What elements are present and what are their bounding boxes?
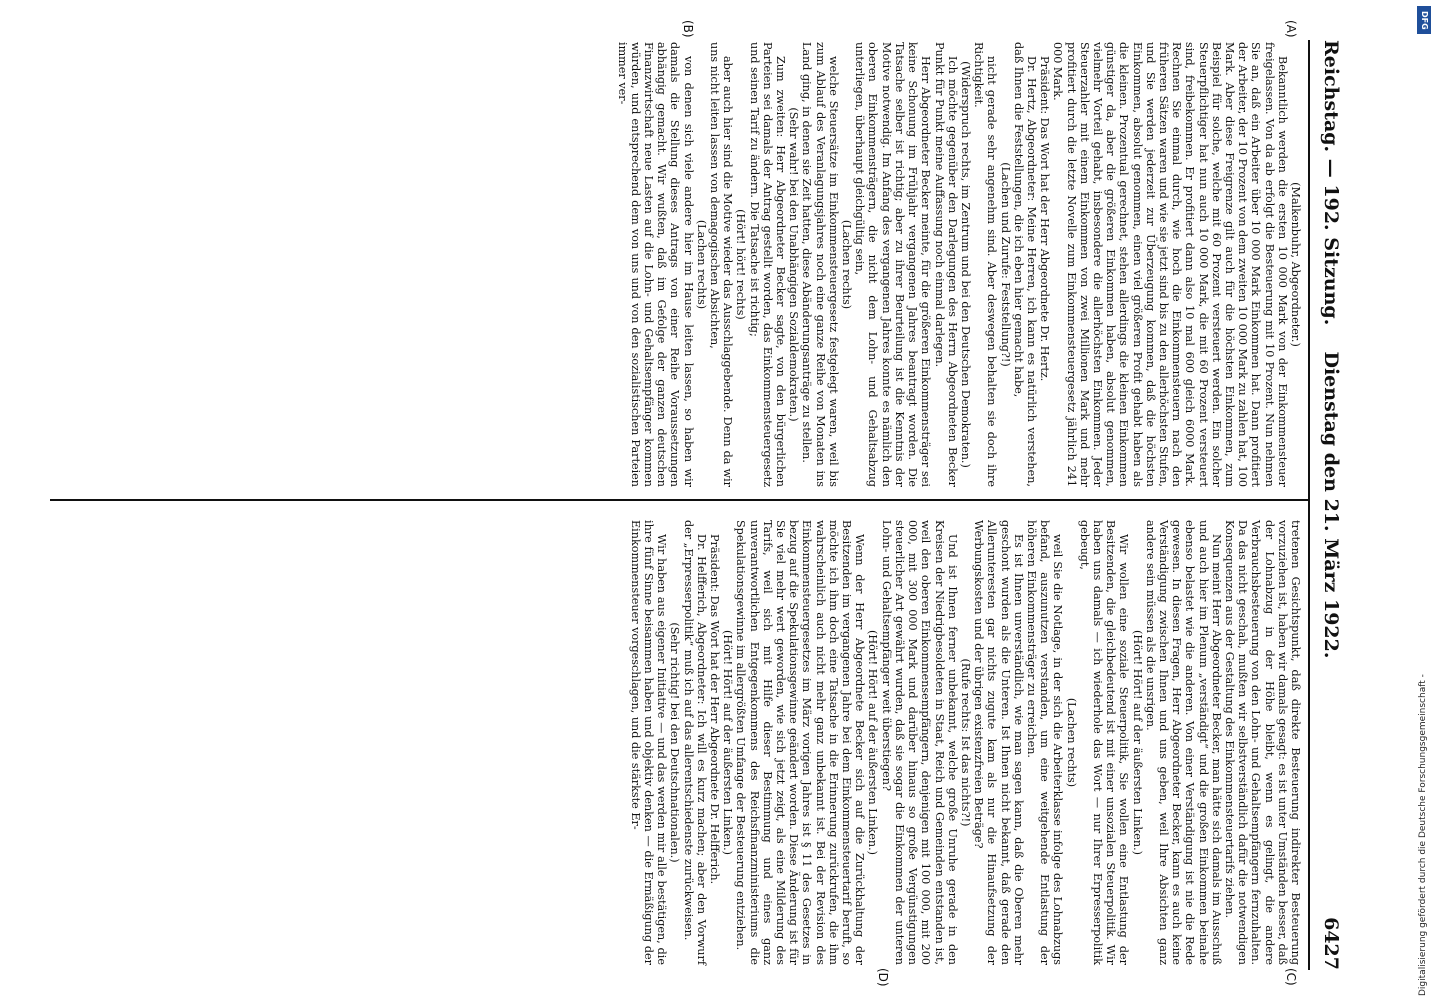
margin-marker-a: (A)	[1284, 20, 1298, 38]
interjection: (Hört! Hört! auf der äußersten Linken.)	[1130, 629, 1144, 856]
paragraph: Herr Abgeordneter Becker meinte, für die größeren Einkommensträger sei keine Schonung im Frühjahr vergangenen Jahres beantragt worden. Die Tatsache selber ist richtig; aber zu ihrer Beurteilung ist die Kenntnis der Motive notwendig. Im Anfang des vergangenen Jahres konnte es nämlich den oberen Einkommensträgern, die nicht dem Lohn- und Gehaltsabzug unterliegen, überhaupt gleichgültig sein,	[853, 42, 933, 487]
interjection: (Hört! hört! rechts)	[734, 209, 748, 320]
interjection: (Hört! Hört! auf der äußersten Linken.)	[866, 629, 880, 856]
header-rule	[1308, 40, 1310, 970]
right-column	[629, 520, 1302, 965]
interjection: (Widerspruch rechts, im Zentrum und bei den Deutschen Demokraten.)	[958, 61, 972, 468]
interjection: (Lachen rechts)	[694, 219, 708, 310]
column-divider	[50, 499, 1310, 501]
margin-marker-b: (B)	[681, 20, 695, 38]
paragraph: Wenn der Herr Abgeordnete Becker sich auf die Zurückhaltung der Besitzenden im vergangenen Jahre bei dem Einkommensteuertarif beruft, so möchte ich ihm doch eine Tatsache in die Erinnerung zurückrufen, die ihm wahrscheinlich auch nicht mehr ganz unbekannt ist. Bei der Revision des Einkommensteuergesetzes im März vorigen Jahres ist § 11 des Gesetzes in bezug auf die Spekulationsgewinne geändert worden. Diese Änderung ist für Sie viel mehr wert geworden, wie sich jetzt zeigt, als eine Milderung des Tarifs, weil sich mit Hilfe dieser Bestimmung und eines ganz unverantwortlichen Entgegenkommens des Reichsfinanzministeriums die Spekulationsgewinne im allergrößten Umfange der Besteuerung entziehen.	[734, 520, 867, 965]
margin-marker-d: (D)	[876, 968, 890, 987]
running-head-left: Reichstag. — 192. Sitzung.	[1320, 40, 1342, 326]
paragraph: Zum zweiten: Herr Abgeordneter Becker sagte, von den bürgerlichen Parteien sei damals der Antrag gestellt worden, das Einkommensteuergesetz und seinen Tarif zu ändern. Die Tatsache ist richtig;	[747, 42, 788, 487]
paragraph: Bekanntlich werden die ersten 10 000 Mark von der Einkommensteuer freigelassen. Von da ab erfolgt die Besteuerung mit 10 Prozent. Nun nehmen Sie an, daß ein Arbeiter über 10 000 Mark Einkommen hat. Dann profitiert der Arbeiter, der 10 Prozent von dem zweiten 10 000 Mark zu zahlen hat, 100 Mark. Aber diese Freigrenze gilt auch für die höchsten Einkommen, zum Beispiel für solche, welche mit 60 Prozent versteuert werden. Ein solcher Steuerpflichtiger hat nun auch 10 000 Mark, die mit 60 Prozent versteuert sind, freibekommen. Er profitiert dann also 10 mal 600 gleich 6000 Mark. Rechnen Sie einmal durch, wie hoch die Einkommensteuern nach den früheren Sätzen waren und wie sie jetzt sind bis zu den allerhöchsten Stufen, und Sie werden jederzeit zur Überzeugung kommen, daß die höchsten Einkommen, absolut genommen, einen viel größeren Profit gehabt haben als die kleinen. Prozentual gerechnet, stehen allerdings die kleinen Einkommen günstiger da, aber die größeren Einkommen haben, absolut genommen, vielmehr Vorteil gehabt, insbesondere die allerhöchsten Einkommen. Jeder Steuerzahler mit einem Einkommen von zwei Millionen Mark und mehr profitiert durch die letzte Novelle zum Einkommensteuergesetz jährlich 241 000 Mark.	[1051, 42, 1289, 487]
paragraph: Dr. Hertz, Abgeordneter: Meine Herren, ich kann es natürlich verstehen, daß Ihnen die Feststellungen, die ich eben hier gemacht habe,	[1011, 42, 1038, 487]
paragraph: nicht gerade sehr angenehm sind. Aber deswegen behalten sie doch ihre Richtigkeit.	[972, 42, 999, 487]
paragraph: Es ist Ihnen unverständlich, wie man sagen kann, daß die Oberen mehr geschont wurden als die Unteren. Ist Ihnen nicht bekannt, daß gerade den Allerunteresten gar nichts zugute kam als nur die Hinaufsetzung der Werbungskosten und der übrigen existenzfreien Beträge?	[972, 520, 1025, 965]
interjection: (Hört! Hört! auf der äußersten Linken.)	[721, 629, 735, 856]
margin-marker-c: (C)	[1284, 968, 1298, 986]
paragraph: Präsident: Das Wort hat der Herr Abgeordnete Dr. Helfferich.	[708, 534, 722, 885]
paragraph: Präsident: Das Wort hat der Herr Abgeordnete Dr. Hertz.	[1038, 56, 1052, 382]
interjection: (Lachen rechts)	[1064, 697, 1078, 788]
running-head-date: Dienstag den 21. März 1922.	[1320, 351, 1342, 659]
paragraph: Ich möchte gegenüber den Darlegungen des Herrn Abgeordneten Becker Punkt für Punkt meine Auffassung noch einmal darlegen.	[932, 42, 959, 487]
paragraph: Nun meint Herr Abgeordneter Becker, man hätte sich damals im Ausschuß und auch hier im Plenum „verständigt“ und die großen Einkommen beinahe ebenso belastet wie die anderen. Von einer Verständigung ist nie die Rede gewesen. In diesen Fragen, Herr Abgeordneter Becker, kann es auch keine Verständigung zwischen Ihnen und uns geben, weil Ihre Absichten ganz andere sein müssen als die unsrigen.	[1143, 520, 1223, 965]
page-number: 6427	[1320, 917, 1342, 970]
interjection: (Lachen und Zurufe: Feststellung?!)	[998, 162, 1012, 367]
digitization-note	[1416, 6, 1430, 996]
paragraph: Wir wollen eine soziale Steuerpolitik, Sie wollen eine Entlastung der Besitzenden, die gleichbedeutend ist mit einer unsozialen Steuerpolitik. Wir haben uns damals — ich wiederhole das Wort — nur Ihrer Erpresserpolitik gebeugt,	[1077, 520, 1131, 965]
paragraph: aber auch hier sind die Motive wieder das Ausschlaggebende. Denn da wir uns nicht leiten lassen von demagogischen Absichten,	[708, 42, 735, 487]
paragraph: Und ist Ihnen ferner unbekannt, welche große Unruhe gerade in den Kreisen der Niedrigbesoldeten in Staat, Reich und Gemeinden entstanden ist, weil den oberen Einkommensempfängern, denjenigen mit 100 000, mit 200 000, mit 300 000 Mark und darüber hinaus so große Vergünstigungen steuerlicher Art gewährt wurden, daß sie sogar die Einkommen der unteren Lohn- und Gehaltsempfänger weit überstiegen?	[879, 520, 959, 965]
interjection: (Malkenbuhr, Abgeordneter.)	[1289, 182, 1302, 347]
interjection: (Sehr wahr! bei den Unabhängigen Sozialdemokraten.)	[787, 107, 801, 422]
paragraph: Dr. Helfferich, Abgeordneter: Ich will es kurz machen; aber den Vorwurf der „Erpresserpolitik“ muß ich auf das allerentschiedenste zurückweisen.	[681, 520, 708, 965]
interjection: (Lachen rechts)	[840, 219, 854, 310]
running-head	[1312, 40, 1342, 970]
paragraph: von denen sich viele andere hier im Hause leiten lassen, so haben wir damals die Stellung dieses Antrags von einer Reihe Voraussetzungen abhängig gemacht. Wir wußten, daß im Gefolge der ganzen deutschen Finanzwirtschaft neue Lasten auf die Lohn- und Gehaltsempfänger kommen würden, und entsprechend dem von uns und von den sozialistischen Parteien immer ver-	[615, 42, 695, 487]
dfg-logo-text: DFG	[1420, 10, 1429, 30]
interjection: (Sehr richtig! bei den Deutschnationalen.)	[668, 622, 682, 863]
paragraph: tretenen Gesichtspunkt, daß direkte Besteuerung indirekter Besteuerung vorzuziehen ist, haben wir damals gesagt: es ist unter Umständen besser, daß der Lohnabzug in der Höhe bleibt, wenn es gelingt, die andere Verbrauchsbesteuerung von den Lohn- und Gehaltsempfängern fernzuhalten. Da das nicht geschah, mußten wir selbstverständlich dafür die notwendigen Konsequenzen aus der Gestaltung des Einkommensteuertarifs ziehen.	[1222, 520, 1302, 965]
paragraph: welche Steuersätze im Einkommensteuergesetz festgelegt waren, weil bis zum Ablauf des Veranlagungsjahres noch eine ganze Reihe von Monaten ins Land ging, in denen sie Zeit hatten, diese Abänderungsanträge zu stellen.	[800, 42, 840, 487]
interjection: (Rufe rechts: Ist das nichts?!)	[958, 658, 972, 827]
digitization-note-text: Digitalisierung gefördert durch die Deutsche Forschungsgemeinschaft -	[1418, 674, 1428, 996]
paragraph: Wir haben aus eigener Initiative — und das werden mir alle bestätigen, die ihre fünf Sinne beisammen haben und objektiv denken — die Ermäßigung der Einkommensteuer vorgeschlagen, und die stärkste Er-	[628, 520, 669, 965]
left-column	[615, 42, 1302, 487]
paragraph: weil Sie die Notlage, in der sich die Arbeiterklasse infolge des Lohnabzugs befand, auszunutzen verstanden, um eine weitgehende Entlastung der höheren Einkommensträger zu erreichen.	[1024, 520, 1065, 965]
